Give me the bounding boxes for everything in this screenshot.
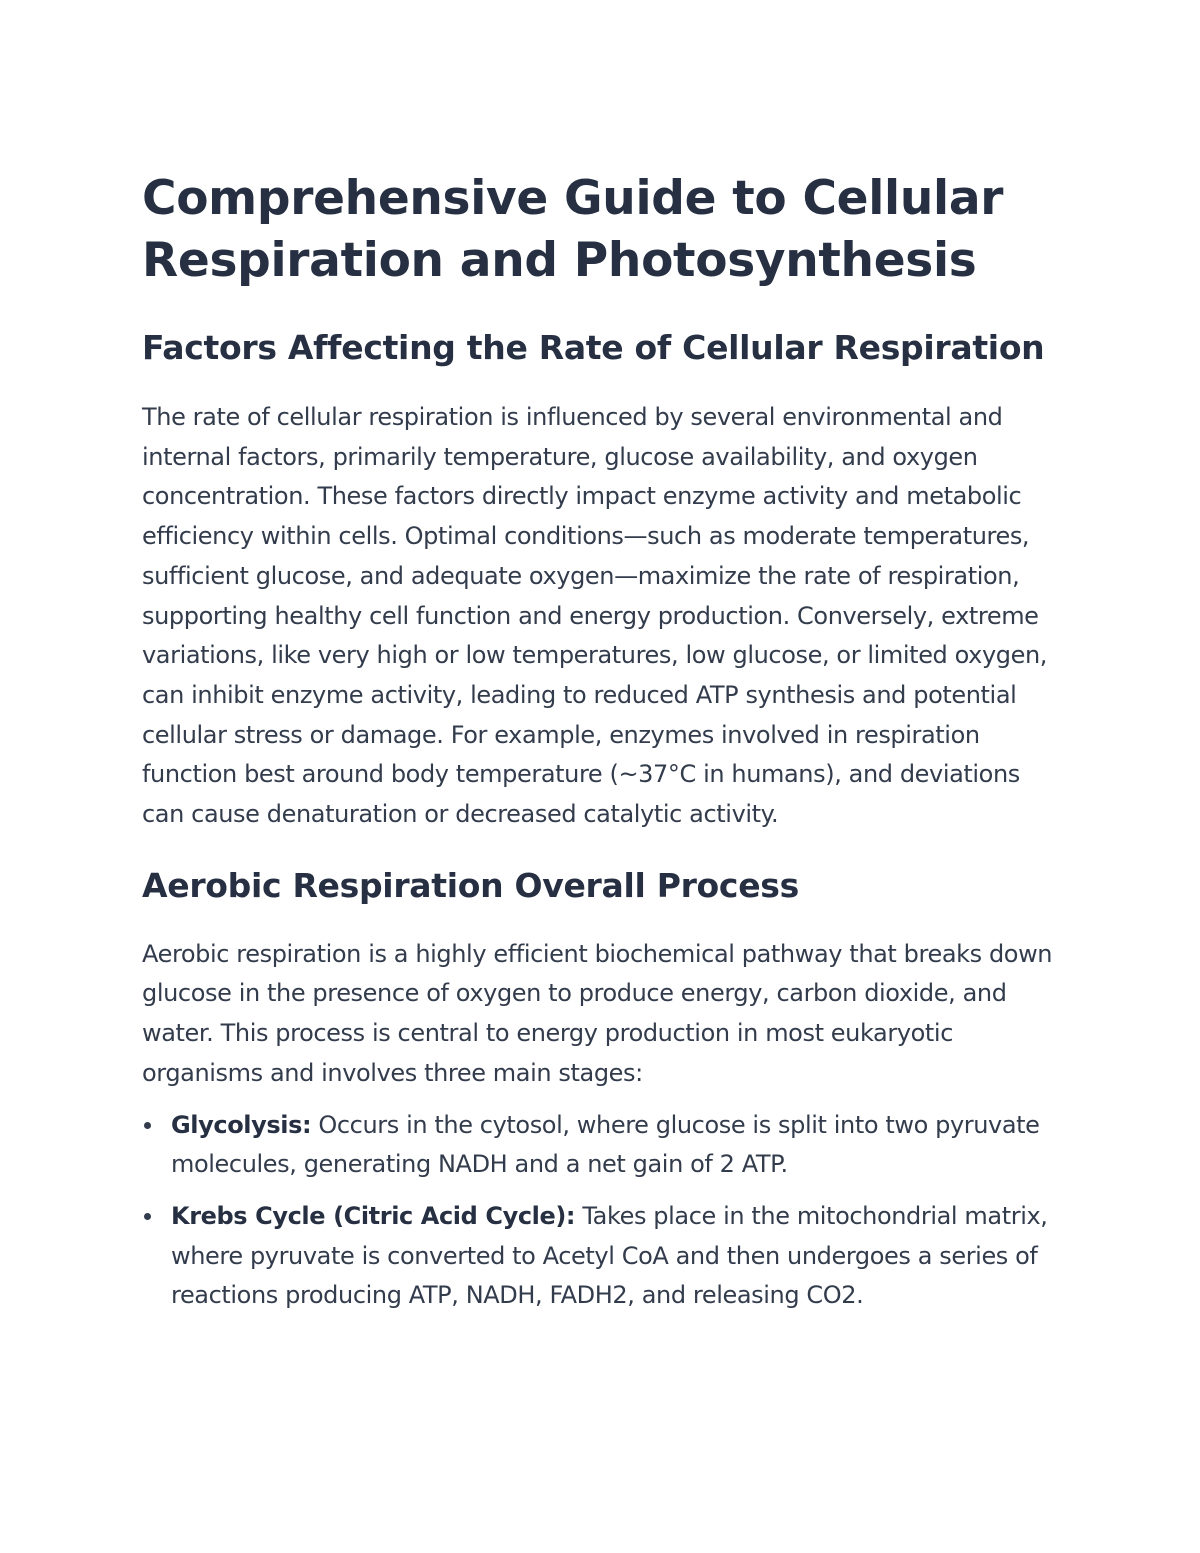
list-item xyxy=(142,1106,1060,1185)
section-paragraph-aerobic: Aerobic respiration is a highly efficient biochemical pathway that breaks down glucose in the presence of oxygen to produce energy, carbon dioxide, and water. This process is central to energy production in most eukaryotic organisms and involves three main stages: xyxy=(142,939,1053,1087)
document-title: Comprehensive Guide to Cellular Respiration and Photosynthesis xyxy=(142,171,1004,288)
list-item-text: Occurs in the cytosol, where glucose is split into two pyruvate molecules, generating NADH and a net gain of 2 ATP. xyxy=(171,1110,1040,1179)
section-heading-factors: Factors Affecting the Rate of Cellular Respiration xyxy=(142,328,1045,367)
section-heading-aerobic: Aerobic Respiration Overall Process xyxy=(142,865,799,905)
list-item-term: Glycolysis: xyxy=(171,1110,312,1139)
document-page xyxy=(142,168,1060,1328)
bullet-icon xyxy=(144,1213,151,1220)
list-item xyxy=(142,1197,1060,1316)
list-item-term: Krebs Cycle (Citric Acid Cycle): xyxy=(171,1201,576,1230)
bullet-icon xyxy=(144,1122,151,1129)
section-paragraph-factors: The rate of cellular respiration is influenced by several environmental and internal factors, primarily temperature, glucose availability, and oxygen concentration. These factors directly impact enzyme activity and metabolic efficiency within cells. Optimal conditions—such as moderate temperatures, sufficient glucose, and adequate oxygen—maximize the rate of respiration, supporting healthy cell function and energy production. Conversely, extreme variations, like very high or low temperatures, low glucose, or limited oxygen, can inhibit enzyme activity, leading to reduced ATP synthesis and potential cellular stress or damage. For example, enzymes involved in respiration function best around body temperature (~37°C in humans), and deviations can cause denaturation or decreased catalytic activity. xyxy=(142,403,1048,829)
stages-list xyxy=(142,1106,1060,1317)
list-item-text: Takes place in the mitochondrial matrix, where pyruvate is converted to Acetyl CoA and then undergoes a series of reactions producing ATP, NADH, FADH2, and releasing CO2. xyxy=(171,1201,1048,1310)
